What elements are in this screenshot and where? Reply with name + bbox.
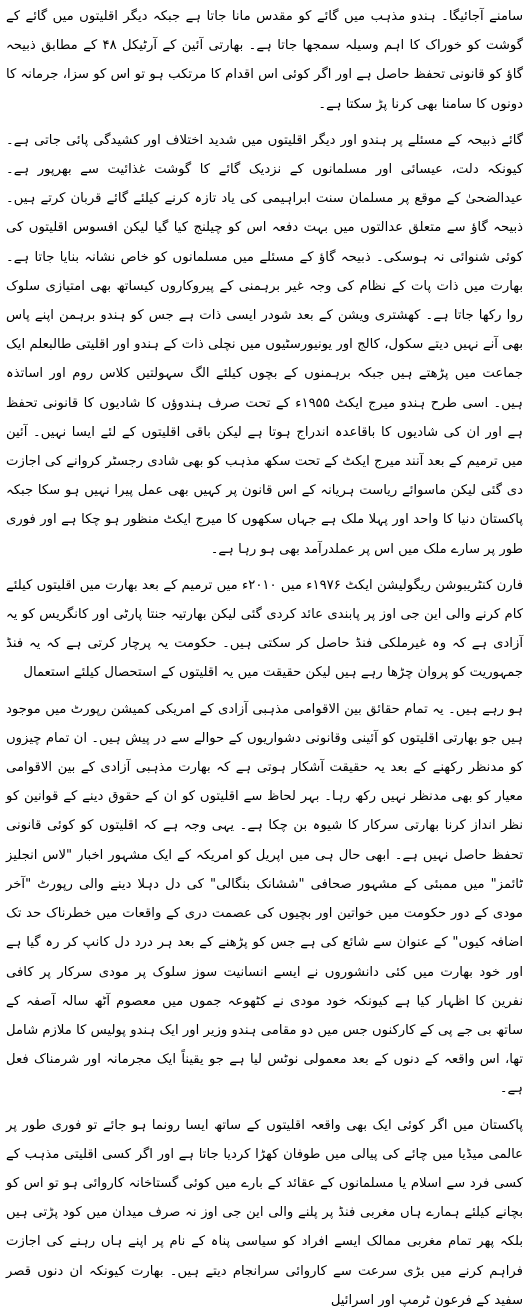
article-paragraph: ہو رہے ہیں۔ یہ تمام حقائق بین الاقوامی مذہبی آزادی کے امریکی کمیشن رپورٹ میں موجود ہیں جو بھارتی اقلیتوں کو آئینی وقانونی دشواریوں کے حوالے سے در پیش ہیں۔ ان تمام چیزوں کو مدنظر رکھنے کے بعد یہ حقیقت آشکار ہوتی ہے کہ بھارت مذہبی آزادی کے بین الاقوامی معیار کو بھی مدنظر نہیں رکھ رہا۔ بہر لحاظ سے اقلیتوں کو ان کے حقوق دینے کے قوانین کو نظر انداز کرنا بھارتی سرکار کا شیوہ بن چکا ہے۔ یہی وجہ ہے کہ اقلیتوں کو کوئی قانونی تحفظ حاصل نہیں ہے۔ ابھی حال ہی میں اپریل کو امریکہ کے ایک مشہور اخبار "لاس انجلیز ٹائمز" میں ممبئی کے مشہور صحافی "ششانک بنگالی" کی دل دہلا دینے والی رپورٹ "آخر مودی کے دور حکومت میں خواتین اور بچیوں کی عصمت دری کے واقعات میں خطرناک حد تک اضافہ کیوں" کے عنوان سے شائع کی ہے جس کو پڑھنے کے بعد ہر درد دل کانپ کر رہ گیا ہے اور خود بھارت میں کئی دانشوروں نے ایسے انسانیت سوز سلوک پر مودی سرکار پر کافی نفرین کا اظہار کیا ہے کیونکہ خود مودی نے کٹھوعہ جموں میں معصوم آٹھ سالہ آصفہ کے ساتھ بی جے پی کے کارکنوں جس میں دو مقامی ہندو وزیر اور ایک ہندو پولیس کا ملازم شامل تھا، اس واقعہ کے دنوں کے بعد معمولی نوٹس لیا ہے جو یقیناً ایک مجرمانہ اور شرمناک فعل ہے۔ — [6, 701, 523, 1097]
article-paragraph: سامنے آجائیگا۔ ہندو مذہب میں گائے کو مقدس مانا جاتا ہے جبکہ دیگر اقلیتوں میں گائے کے گوشت کو خوراک کا اہم وسیلہ سمجھا جاتا ہے۔ بھارتی آئین کے آرٹیکل ۴۸ کے مطابق ذبیحہ گاؤ کو قانونی تحفظ حاصل ہے اور اگر کوئی اس اقدام کا مرتکب ہو تو اس کو سزا، جرمانہ کا دونوں کا سامنا بھی کرنا پڑ سکتا ہے۔ — [6, 9, 523, 112]
article-paragraph: گائے ذبیحہ کے مسئلے پر ہندو اور دیگر اقلیتوں میں شدید اختلاف اور کشیدگی پائی جاتی ہے۔ کیونکہ دلت، عیسائی اور مسلمانوں کے نزدیک گائے کا گوشت غذائیت سے بھرپور ہے۔ عیدالضحیٰ کے موقع پر مسلمان سنت ابراہیمی کی یاد تازہ کرنے کیلئے گائے قربان کرتے ہیں۔ ذبیحہ گاؤ سے متعلق عدالتوں میں بہت دفعہ اس کو چیلنج کیا گیا لیکن افسوس اقلیتوں کی کوئی شنوائی نہ ہوسکی۔ ذبیحہ گاؤ کے مسئلے میں مسلمانوں کو خاص نشانہ بنایا جاتا ہے۔ بھارت میں ذات پات کے نظام کی وجہ غیر برہمنی کے پیروکاروں کیساتھ بھی امتیازی سلوک روا رکھا جاتا ہے۔ کھشتری ویشن کے بعد شودر ایسی ذات ہے جس کو ہندو برہمن اپنے پاس بھی آنے نہیں دیتے سکول، کالج اور یونیورسٹیوں میں نچلی ذات کے ہندو اور اقلیتی طالبعلم ایک جماعت میں پڑھتے ہیں جبکہ برہمنوں کے بچوں کیلئے الگ سہولتیں کلاس روم اور اساتذہ ہیں۔ اسی طرح ہندو میرج ایکٹ ۱۹۵۵ء کے تحت صرف ہندوؤں کا شادیوں کا قانونی تحفظ ہے اور ان کی شادیوں کا باقاعدہ اندراج ہوتا ہے لیکن باقی اقلیتوں کے لئے ایسا نہیں۔ آئین میں ترمیم کے بعد آنند میرج ایکٹ کے تحت سکھ مذہب کو بھی شادی رجسٹر کروانے کی اجازت دی گئی لیکن ماسوائے ریاست ہریانہ کے اس قانون پر کہیں بھی عمل پیرا نہیں ہو سکا جبکہ پاکستان دنیا کا واحد اور پہلا ملک ہے جہاں سکھوں کا میرج ایکٹ منظور ہو چکا ہے اور فوری طور پر سارے ملک میں اس پر عملدرآمد بھی ہو رہا ہے۔ — [6, 132, 523, 557]
article-paragraph: پاکستان میں اگر کوئی ایک بھی واقعہ اقلیتوں کے ساتھ ایسا رونما ہو جائے تو فوری طور پر عالمی میڈیا میں چائے کی پیالی میں طوفان کھڑا کردیا جاتا ہے اور اگر کسی اقلیتی مذہب کے کسی فرد سے اسلام یا مسلمانوں کے عقائد کے بارے میں کوئی گستاخانہ کاروائی ہو تو اس کو بچانے کیلئے ہمارے ہاں مغربی فنڈ پر پلنے والی این جی اوز نہ صرف میدان میں کود پڑتی ہیں بلکہ پھر تمام مغربی ممالک ایسے افراد کو سیاسی پناہ کے نام پر اپنے ہاں رہنے کی اجازت فراہم کرنے میں بڑی سرعت سے کاروائی سرانجام دیتے ہیں۔ بھارت کیونکہ ان دنوں قصر سفید کے فرعون ٹرمپ اور اسرائیل — [6, 1117, 523, 1308]
article-paragraph: فارن کنٹریبوشن ریگولیشن ایکٹ ۱۹۷۶ء میں ۲۰۱۰ء میں ترمیم کے بعد بھارت میں اقلیتوں کیلئے کام کرنے والی این جی اوز پر پابندی عائد کردی گئی لیکن بھارتیہ جنتا پارٹی اور کانگریس کو یہ آزادی ہے کہ وہ غیرملکی فنڈ حاصل کر سکتی ہیں۔ حکومت یہ پرچار کرتی ہے کہ یہ فنڈ جمہوریت کو پروان چڑھا رہے ہیں لیکن حقیقت میں یہ اقلیتوں کے استحصال کیلئے استعمال — [6, 577, 524, 681]
